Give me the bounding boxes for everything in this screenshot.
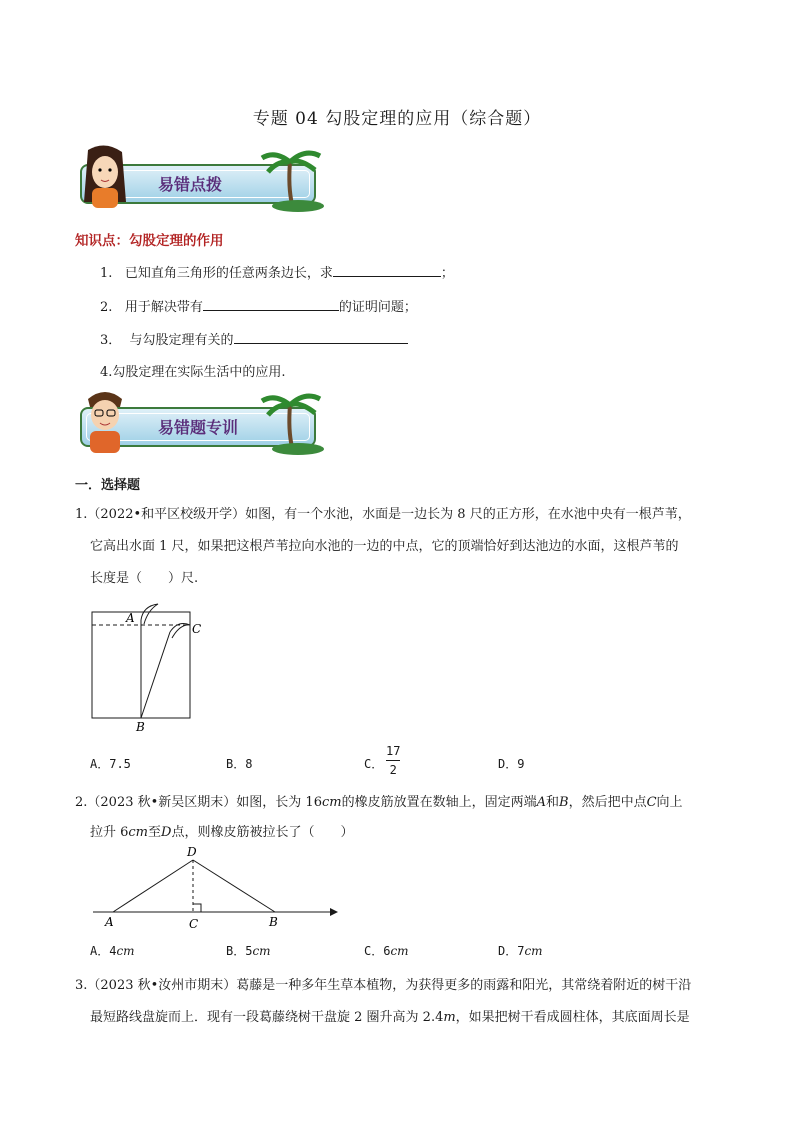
point-d-label: D <box>187 845 197 859</box>
question-1-line-1: 1.（2022•和平区校级开学）如图，有一个水池，水面是一边长为 8 尺的正方形，在水池中央有一根芦苇， <box>75 507 691 522</box>
banner-label: 易错点拨 <box>158 175 223 194</box>
question-2-line-2: 拉升 6cm至D点，则橡皮筋被拉长了（ ） <box>90 825 354 840</box>
question-1-line-2: 它高出水面 1 尺，如果把这根芦苇拉向水池的一边的中点，它的顶端恰好到达池边的水面，这根芦苇的 <box>90 539 679 554</box>
point-b-label: B <box>269 915 278 929</box>
knowledge-item-2: 2. 用于解决带有 的证明问题； <box>100 296 417 315</box>
knowledge-item-3: 3． 与勾股定理有关的 <box>100 329 408 348</box>
point-a-label: A <box>105 915 114 929</box>
number-line-arrow <box>330 908 338 916</box>
reed-tip-upright <box>141 604 158 624</box>
palm-tree-icon <box>260 142 325 214</box>
point-a-label: A <box>126 611 135 625</box>
band-left <box>113 860 193 912</box>
banner-mistake-training <box>70 385 325 457</box>
option-2-a[interactable]: A．4cm <box>90 944 135 958</box>
right-angle-mark <box>193 904 201 912</box>
point-b-label: B <box>136 720 145 734</box>
answer-blank[interactable] <box>333 263 441 277</box>
question-3-line-2: 最短路线盘旋而上．现有一段葛藤绕树干盘旋 2 圈升高为 2.4m，如果把树干看成圆柱体，其底面周长是 <box>90 1010 690 1025</box>
option-1-c-fraction[interactable] <box>386 744 400 777</box>
rubber-band-figure <box>85 842 345 934</box>
question-2-line-1: 2.（2023 秋•新吴区期末）如图，长为 16cm的橡皮筋放置在数轴上，固定两端A和B，然后把中点C向上 <box>75 795 683 810</box>
answer-blank[interactable] <box>203 297 339 311</box>
knowledge-heading: 知识点：勾股定理的作用 <box>75 233 224 249</box>
option-1-c-prefix[interactable]: C． <box>364 757 384 771</box>
section-heading: 一．选择题 <box>75 478 141 493</box>
pond-reed-figure <box>80 600 220 740</box>
boy-icon <box>70 385 140 457</box>
point-c-label: C <box>189 917 199 931</box>
knowledge-item-1: 1. 已知直角三角形的任意两条边长，求 ； <box>100 262 454 281</box>
page-title: 专题 04 勾股定理的应用（综合题） <box>252 109 542 129</box>
reed-tip-bent <box>170 624 190 638</box>
fraction-denominator: 2 <box>389 763 397 777</box>
palm-tree-icon <box>260 385 325 457</box>
question-3-line-1: 3.（2023 秋•汝州市期末）葛藤是一种多年生草本植物，为获得更多的雨露和阳光，其常绕着附近的树干沿 <box>75 978 692 993</box>
knowledge-item-4: 4.勾股定理在实际生活中的应用. <box>100 365 286 380</box>
option-2-b[interactable]: B．5cm <box>226 944 271 958</box>
reed-bent <box>141 632 170 718</box>
fraction-bar <box>386 760 400 761</box>
girl-icon <box>70 142 140 214</box>
banner-label: 易错题专训 <box>158 418 239 437</box>
band-right <box>193 860 275 912</box>
option-2-d[interactable]: D．7cm <box>498 944 543 958</box>
fraction-numerator: 17 <box>386 744 401 758</box>
question-1-line-3: 长度是（ ）尺. <box>90 571 199 586</box>
option-1-b[interactable]: B．8 <box>226 757 253 771</box>
point-c-label: C <box>192 622 202 636</box>
answer-blank[interactable] <box>234 330 408 344</box>
option-2-c[interactable]: C．6cm <box>364 944 409 958</box>
banner-easy-mistakes <box>70 142 325 214</box>
option-1-a[interactable]: A．7.5 <box>90 757 131 771</box>
option-1-d[interactable]: D．9 <box>498 757 525 771</box>
